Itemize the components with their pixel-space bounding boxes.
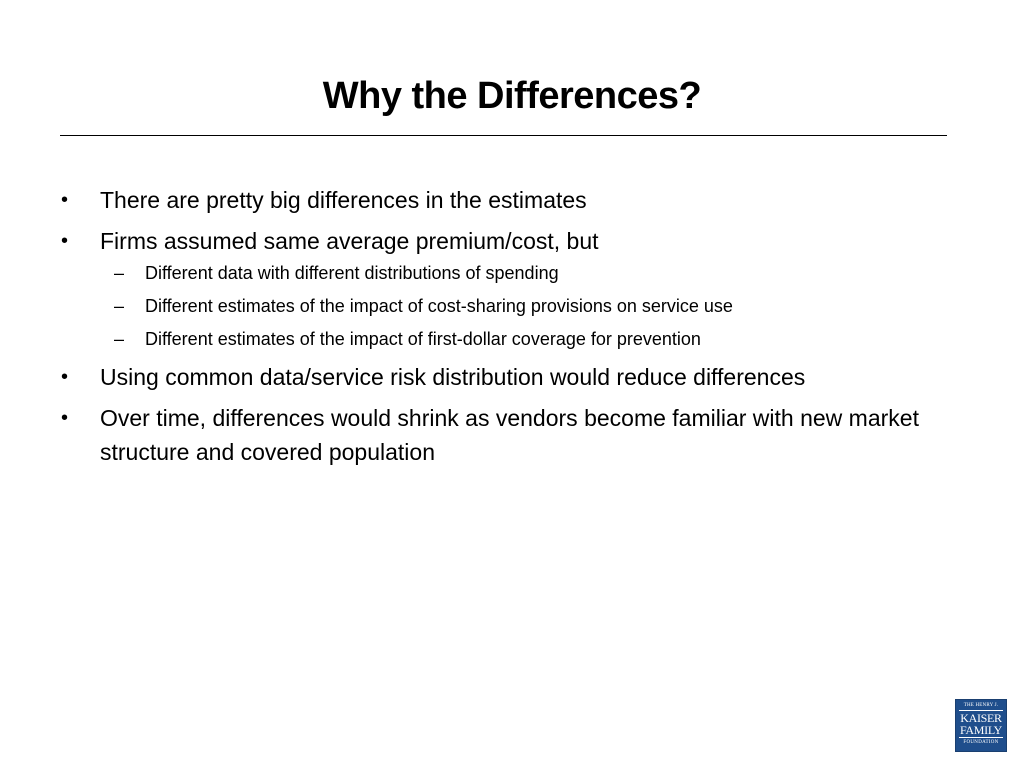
sub-bullet-item: [100, 327, 964, 351]
sub-bullet-text: Different estimates of the impact of cost-sharing provisions on service use: [145, 296, 733, 316]
sub-bullet-item: [100, 261, 964, 285]
slide-title: Why the Differences?: [322, 75, 702, 117]
bullet-item: [0, 401, 1024, 469]
bullet-text: There are pretty big differences in the estimates: [100, 187, 587, 213]
dash-icon: –: [114, 296, 125, 316]
kaiser-family-foundation-logo: [955, 699, 1007, 752]
logo-line-kaiser: KAISER: [960, 711, 1002, 725]
bullet-text: Firms assumed same average premium/cost, but: [100, 228, 599, 254]
sub-bullet-list: [100, 261, 964, 351]
dash-icon: –: [114, 263, 125, 283]
dash-icon: –: [114, 329, 125, 349]
bullet-icon: •: [61, 407, 69, 429]
logo-divider: [959, 737, 1003, 738]
sub-bullet-text: Different estimates of the impact of first-dollar coverage for prevention: [145, 329, 701, 349]
bullet-item: [0, 183, 1024, 217]
bullet-item: [0, 224, 1024, 351]
sub-bullet-item: [100, 294, 964, 318]
logo-line-henry: THE HENRY J.: [963, 703, 999, 708]
bullet-text: Over time, differences would shrink as vendors become familiar with new market structure and covered population: [100, 405, 919, 465]
bullet-list: [0, 183, 1024, 469]
logo-line-family: FAMILY: [959, 723, 1003, 737]
sub-bullet-text: Different data with different distributions of spending: [145, 263, 559, 283]
logo-line-foundation: FOUNDATION: [963, 740, 999, 745]
bullet-icon: •: [61, 230, 69, 252]
title-divider: [60, 135, 947, 136]
bullet-icon: •: [61, 189, 69, 211]
bullet-icon: •: [61, 366, 69, 388]
slide-content: [0, 183, 1024, 476]
bullet-item: [0, 360, 1024, 394]
bullet-text: Using common data/service risk distribution would reduce differences: [100, 364, 806, 390]
